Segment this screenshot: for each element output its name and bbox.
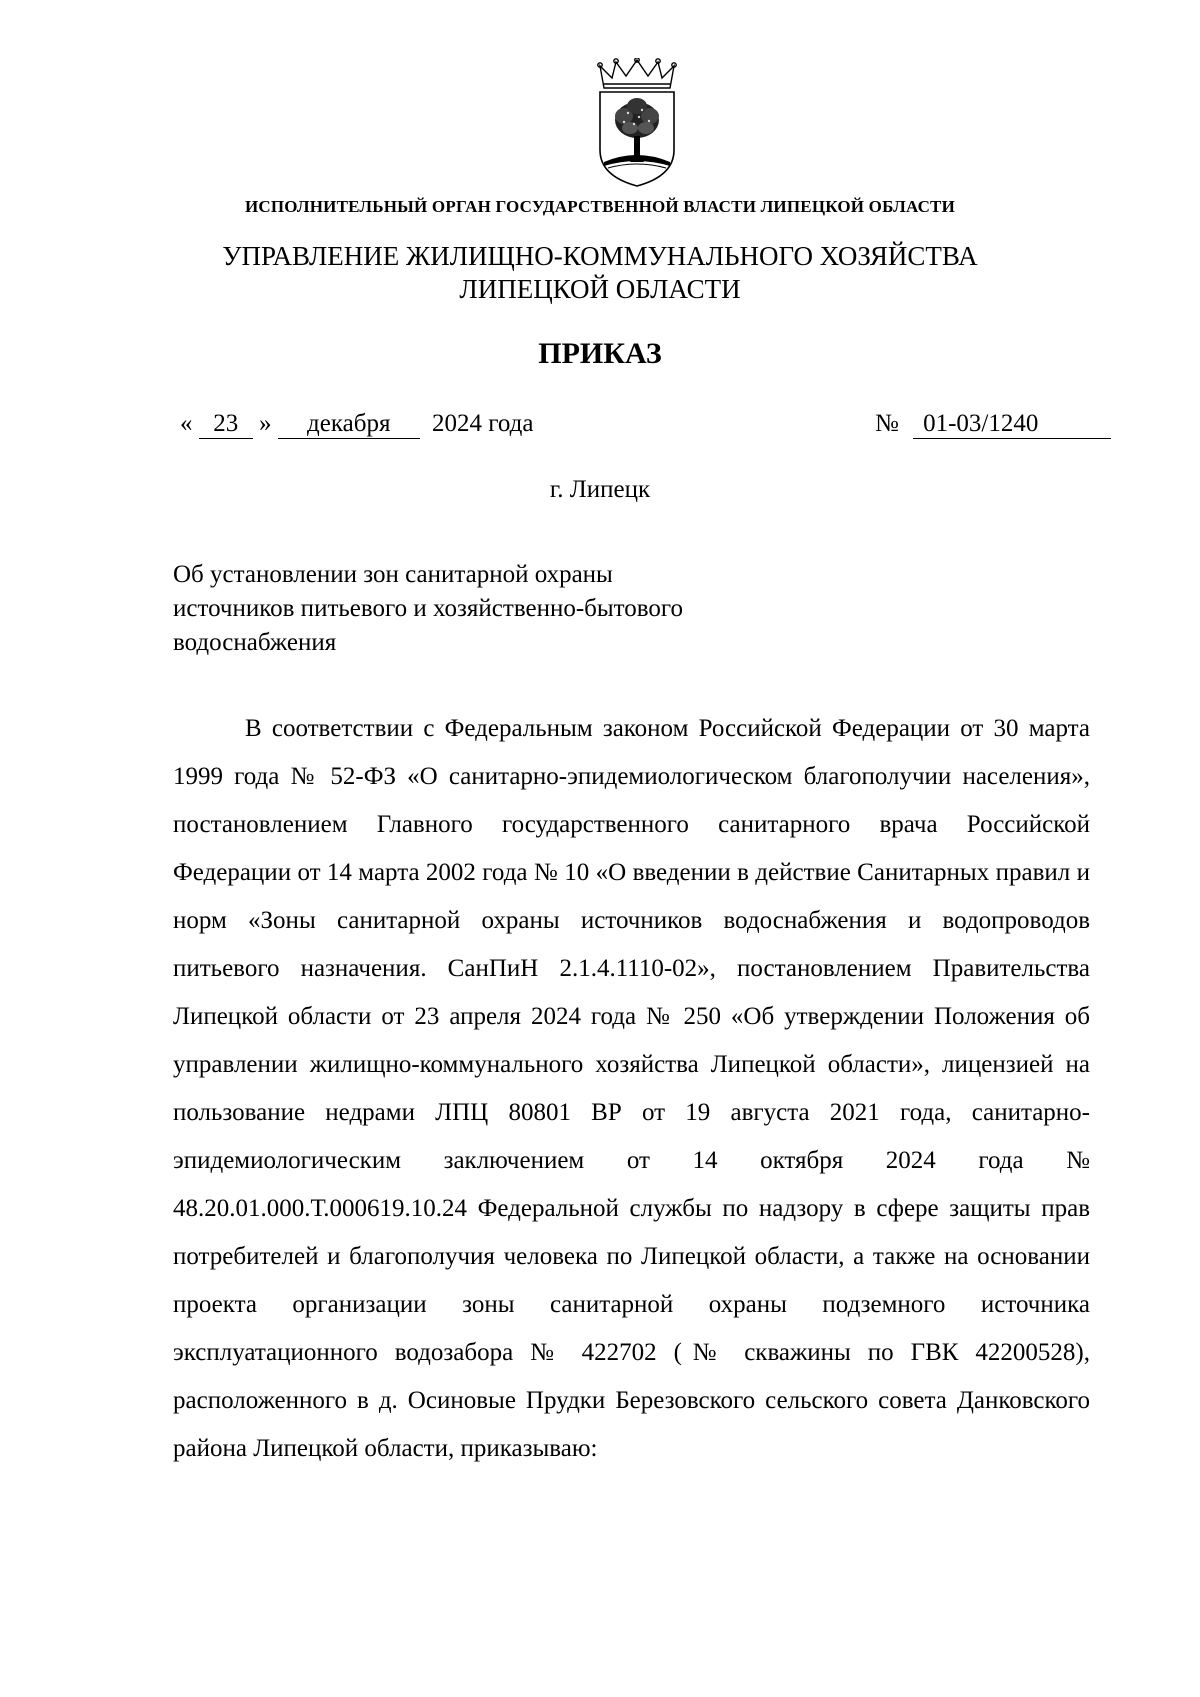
document-number (875, 410, 1111, 439)
document-city: г. Липецк (549, 476, 651, 503)
document-date (180, 410, 533, 439)
preamble-paragraph: В соответствии с Федеральным законом Российской Федерации от 30 марта 1999 года № 52-ФЗ «О санитарно-эпидемиологическом благополучии населения», постановлением Главного государственного санитарного врача Российской Федерации от 14 марта 2002 года № 10 «О введении в действие Санитарных правил и норм «Зоны санитарной охраны источников водоснабжения и водопроводов питьевого назначения. СанПиН 2.1.4.1110-02», постановлением Правительства Липецкой области от 23 апреля 2024 года № 250 «Об утверждении Положения об управлении жилищно-коммунального хозяйства Липецкой области», лицензией на пользование недрами ЛПЦ 80801 ВР от 19 августа 2021 года, санитарно-эпидемиологическим заключением от 14 октября 2024 года № 48.20.01.000.Т.000619.10.24 Федеральной службы по надзору в сфере защиты прав потребителей и благополучия человека по Липецкой области, а также на основании проекта организации зоны санитарной охраны подземного источника эксплуатационного водозабора № 422702 (№ скважины по ГВК 42200528), расположенного в д. Осиновые Прудки Березовского сельского совета Данковского района Липецкой области, приказываю: (173, 715, 1090, 1462)
date-open-quote: « (180, 410, 193, 437)
document-type: ПРИКАЗ (538, 337, 662, 370)
lipetsk-coat-of-arms-icon (594, 58, 680, 188)
subject-line-1: Об установлении зон санитарной охраны (173, 561, 613, 588)
subject-line-3: водоснабжения (173, 629, 337, 656)
subject-line-2: источников питьевого и хозяйственно-бытового (173, 595, 684, 622)
date-year: 2024 года (432, 410, 534, 437)
date-close-quote: » (259, 410, 272, 437)
department-name-line-1: УПРАВЛЕНИЕ ЖИЛИЩНО-КОММУНАЛЬНОГО ХОЗЯЙСТВА (222, 241, 978, 271)
number-value: 01-03/1240 (913, 410, 1111, 439)
department-name-line-2: ЛИПЕЦКОЙ ОБЛАСТИ (459, 274, 741, 304)
coat-of-arms-emblem (594, 58, 680, 188)
department-name (0, 240, 1200, 306)
date-month: декабря (278, 410, 420, 439)
issuer-title: ИСПОЛНИТЕЛЬНЫЙ ОРГАН ГОСУДАРСТВЕННОЙ ВЛАСТИ ЛИПЕЦКОЙ ОБЛАСТИ (244, 197, 956, 216)
date-day: 23 (199, 410, 253, 439)
number-sign: № (875, 410, 899, 437)
order-subject (173, 558, 793, 660)
